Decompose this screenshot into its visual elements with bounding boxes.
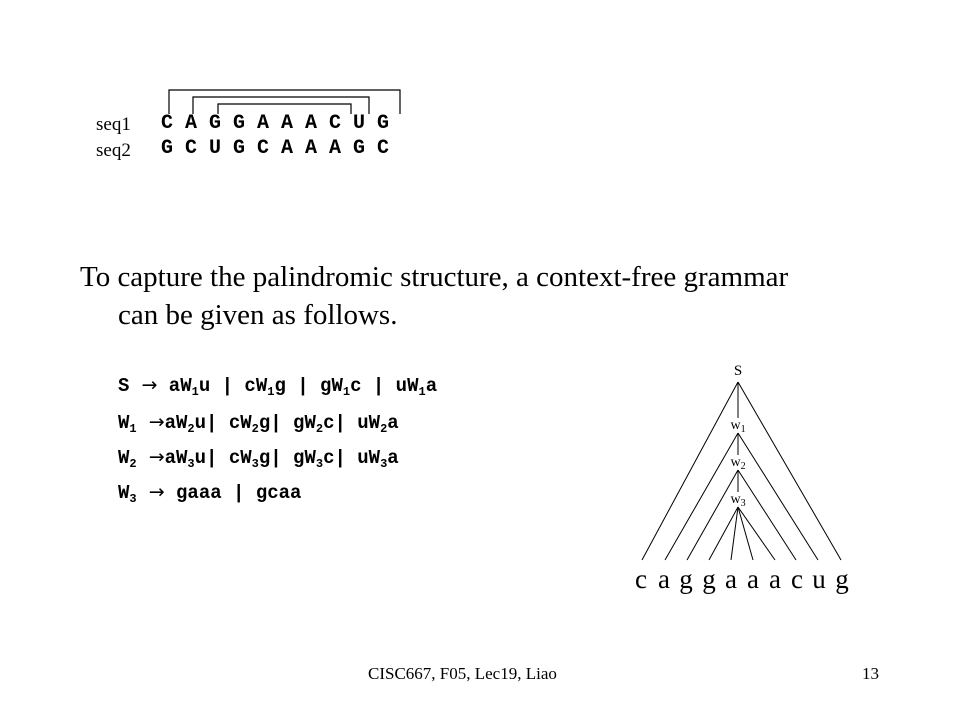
rule-subscript: 3	[380, 457, 388, 471]
rule-text: g| gW	[258, 447, 316, 469]
rule-lhs: W	[118, 412, 130, 434]
rule-lhs-subscript: 2	[129, 457, 137, 471]
tree-leaf-10: g	[835, 564, 849, 594]
rule-arrow: →	[136, 446, 165, 468]
tree-edge	[731, 507, 738, 560]
rule-text: g| gW	[258, 412, 316, 434]
rule-subscript: 2	[251, 422, 259, 436]
body-line-1: To capture the palindromic structure, a context-free grammar	[80, 261, 789, 293]
rule-text: g | gW	[274, 375, 343, 397]
rule-text: c| uW	[323, 412, 381, 434]
tree-edge	[738, 507, 775, 560]
page-number: 13	[862, 664, 879, 683]
footer-course-info: CISC667, F05, Lec19, Liao	[368, 664, 557, 683]
tree-leaf-4: g	[702, 564, 716, 594]
tree-edge	[738, 507, 753, 560]
rule-arrow: →	[129, 374, 158, 396]
rule-arrow: →	[136, 481, 165, 503]
rule-text: c | uW	[350, 375, 419, 397]
rule-lhs: W	[118, 482, 130, 504]
tree-leaf-7: a	[769, 564, 781, 594]
rule-text: u| cW	[194, 412, 252, 434]
rule-text: u | cW	[198, 375, 268, 397]
seq1-label: seq1	[96, 114, 131, 135]
tree-edge	[738, 382, 841, 560]
rule-text: a	[425, 375, 438, 397]
tree-root-label: S	[733, 363, 743, 379]
rule-lhs-subscript: 1	[129, 422, 137, 436]
body-line-2: can be given as follows.	[118, 299, 398, 331]
rule-arrow: →	[136, 411, 165, 433]
tree-leaf-1: c	[635, 564, 647, 594]
tree-edge	[687, 470, 738, 560]
rule-text: aW	[164, 412, 188, 434]
tree-edge	[709, 507, 738, 560]
tree-leaf-5: a	[725, 564, 737, 594]
rule-text: a	[387, 412, 399, 434]
tree-node-label-w2: $w_2$	[730, 455, 746, 472]
rule-text: gaaa | gcaa	[164, 482, 302, 504]
rule-text: u| cW	[194, 447, 252, 469]
seq2-label: seq2	[96, 140, 131, 161]
seq1-sequence: C A G G A A A C U G	[161, 112, 390, 135]
rule-lhs: W	[118, 447, 130, 469]
rule-subscript: 1	[342, 385, 351, 399]
tree-leaf-6: a	[747, 564, 759, 594]
rule-text: aW	[157, 375, 192, 397]
rule-subscript: 3	[251, 457, 259, 471]
seq2-sequence: G C U G C A A A G C	[161, 137, 390, 160]
rule-text: aW	[164, 447, 188, 469]
rule-text: c| uW	[323, 447, 381, 469]
rule-lhs: S	[118, 375, 130, 397]
rule-subscript: 1	[191, 385, 199, 399]
tree-leaf-2: a	[658, 564, 670, 594]
rule-subscript: 3	[315, 457, 324, 471]
tree-leaf-3: g	[679, 564, 693, 594]
tree-edge	[738, 470, 796, 560]
rule-subscript: 3	[187, 457, 195, 471]
rule-text: a	[387, 447, 399, 469]
rule-subscript: 2	[187, 422, 195, 436]
tree-leaf-9: u	[812, 564, 826, 594]
tree-node-label-w1: $w_1$	[730, 418, 746, 435]
tree-leaf-8: c	[791, 564, 803, 594]
rule-subscript: 2	[380, 422, 388, 436]
tree-node-label-w3: $w_3$	[730, 492, 746, 509]
rule-lhs-subscript: 3	[129, 492, 137, 506]
rule-subscript: 2	[315, 422, 324, 436]
rule-subscript: 1	[267, 385, 275, 399]
rule-subscript: 1	[418, 385, 426, 399]
